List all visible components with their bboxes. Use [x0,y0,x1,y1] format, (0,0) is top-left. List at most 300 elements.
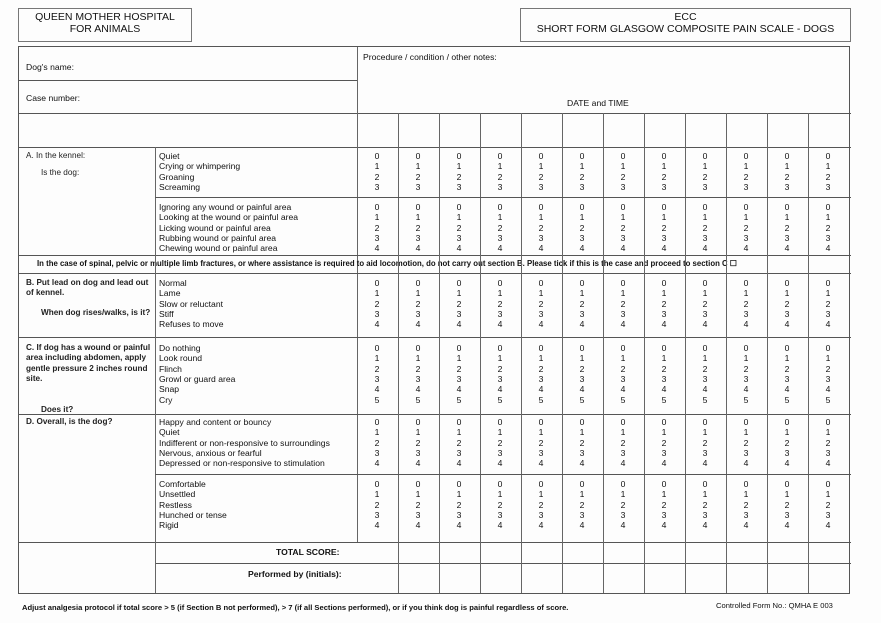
score-value: 5 [743,394,749,405]
score-value: 0 [497,151,503,161]
score-value: 4 [579,243,585,254]
score-value: 5 [538,394,544,405]
score-value: 3 [661,373,667,384]
score-value: 0 [784,479,790,489]
score-value: 4 [456,384,462,395]
score-value: 2 [784,222,790,233]
score-value: 1 [784,427,790,438]
score-option-label: Flinch [159,363,182,374]
score-value: 3 [620,308,626,319]
score-value: 3 [415,509,421,520]
score-value: 4 [784,243,790,254]
score-value: 1 [743,353,749,364]
score-value: 1 [743,288,749,299]
score-value: 5 [661,394,667,405]
hospital-name-line1: QUEEN MOTHER HOSPITAL [35,11,175,23]
score-value: 3 [620,509,626,520]
score-value: 0 [497,278,503,288]
score-value: 2 [825,222,831,233]
score-value: 2 [579,298,585,309]
score-value: 0 [702,151,708,161]
score-value: 5 [497,394,503,405]
score-value: 2 [702,363,708,374]
group-divider [155,197,851,198]
score-option-label: Refuses to move [159,319,224,330]
score-value: 2 [825,363,831,374]
group-divider [155,474,851,475]
score-value: 0 [456,151,462,161]
score-value: 1 [579,212,585,223]
score-option-label: Restless [159,499,192,510]
score-value: 3 [620,373,626,384]
score-value: 2 [497,363,503,374]
score-value: 0 [538,343,544,353]
score-option-label: Rubbing wound or painful area [159,232,277,243]
score-value: 0 [538,278,544,288]
score-value: 2 [784,171,790,182]
score-option-label: Comfortable [159,479,206,489]
score-value: 1 [743,489,749,500]
score-value: 3 [784,447,790,458]
score-value: 5 [374,394,380,405]
score-value: 4 [497,243,503,254]
score-column-divider [726,113,727,593]
scale-title-box [520,8,851,42]
score-value: 2 [825,499,831,510]
score-value: 1 [497,353,503,364]
score-value: 3 [661,232,667,243]
section-a-label: A. In the kennel: [26,151,86,160]
score-value: 0 [538,417,544,427]
score-option-label: Quiet [159,151,180,161]
score-value: 3 [538,232,544,243]
score-value: 1 [497,161,503,172]
score-value: 0 [661,479,667,489]
score-value: 2 [415,298,421,309]
score-value: 3 [825,308,831,319]
score-value: 0 [784,343,790,353]
score-value: 3 [538,447,544,458]
score-value: 1 [743,427,749,438]
score-value: 1 [825,212,831,223]
score-value: 3 [579,232,585,243]
score-value: 4 [538,520,544,531]
score-value: 1 [415,427,421,438]
score-value: 5 [825,394,831,405]
score-option-label: Growl or guard area [159,373,236,384]
score-value: 4 [661,319,667,330]
score-value: 5 [784,394,790,405]
score-value: 0 [661,343,667,353]
score-option-label: Chewing wound or painful area [159,243,278,254]
score-value: 2 [620,437,626,448]
score-option-label: Depressed or non-responsive to stimulation [159,458,325,469]
score-value: 1 [784,353,790,364]
score-value: 0 [456,417,462,427]
score-value: 2 [579,222,585,233]
score-column-divider [398,113,399,593]
section-c-label: C. If dog has a wound or painful area including abdomen, apply gentle pressure 2 inches round site. [26,343,151,383]
score-value: 4 [374,243,380,254]
score-value: 2 [579,499,585,510]
score-value: 0 [538,479,544,489]
score-value: 3 [702,181,708,192]
score-option-label: Crying or whimpering [159,161,241,172]
score-value: 2 [702,499,708,510]
score-value: 3 [661,447,667,458]
score-value: 0 [620,417,626,427]
score-value: 4 [538,319,544,330]
score-value: 2 [661,363,667,374]
score-value: 4 [784,458,790,469]
section-c-sub: Does it? [41,405,74,414]
score-value: 0 [497,417,503,427]
score-value: 0 [784,417,790,427]
score-value: 0 [825,278,831,288]
score-value: 4 [702,458,708,469]
score-value: 1 [702,212,708,223]
descriptor-column-divider [155,147,156,593]
score-value: 0 [620,479,626,489]
score-value: 3 [784,232,790,243]
score-value: 2 [374,222,380,233]
score-value: 4 [579,520,585,531]
score-value: 1 [825,288,831,299]
score-value: 3 [456,308,462,319]
score-value: 0 [702,479,708,489]
score-value: 4 [497,458,503,469]
performed-by-label: Performed by (initials): [248,569,342,579]
score-value: 3 [579,447,585,458]
score-value: 2 [374,437,380,448]
score-value: 3 [415,232,421,243]
score-value: 0 [743,479,749,489]
score-option-label: Indifferent or non-responsive to surroundings [159,437,330,448]
score-value: 3 [538,373,544,384]
score-option-label: Do nothing [159,343,201,353]
score-value: 0 [579,343,585,353]
score-value: 0 [497,343,503,353]
controlled-form-number: Controlled Form No.: QMHA E 003 [716,601,833,610]
score-value: 4 [620,319,626,330]
score-value: 1 [661,212,667,223]
score-value: 3 [497,308,503,319]
score-value: 3 [497,232,503,243]
score-value: 1 [374,427,380,438]
score-value: 4 [825,384,831,395]
score-value: 2 [374,499,380,510]
score-value: 0 [579,202,585,212]
score-value: 2 [620,171,626,182]
score-value: 2 [538,499,544,510]
score-option-label: Happy and content or bouncy [159,417,272,427]
score-value: 0 [538,202,544,212]
score-value: 1 [415,353,421,364]
score-value: 3 [374,509,380,520]
score-value: 4 [374,319,380,330]
scale-title: SHORT FORM GLASGOW COMPOSITE PAIN SCALE - DOGS [536,23,835,35]
score-option-label: Slow or reluctant [159,298,224,309]
score-value: 0 [415,151,421,161]
score-value: 2 [743,298,749,309]
score-value: 5 [702,394,708,405]
score-option-label: Screaming [159,181,201,192]
score-value: 2 [620,298,626,309]
score-value: 1 [456,288,462,299]
score-value: 5 [579,394,585,405]
score-value: 4 [743,520,749,531]
score-value: 2 [620,222,626,233]
score-value: 2 [702,222,708,233]
score-value: 2 [579,171,585,182]
score-value: 1 [497,489,503,500]
score-value: 1 [784,161,790,172]
score-value: 4 [743,243,749,254]
score-value: 3 [702,308,708,319]
score-value: 1 [620,288,626,299]
score-value: 0 [825,343,831,353]
score-value: 4 [702,520,708,531]
score-value: 2 [743,222,749,233]
score-value: 4 [538,458,544,469]
score-value: 2 [374,171,380,182]
score-value: 3 [825,232,831,243]
score-value: 0 [538,151,544,161]
score-value: 2 [538,437,544,448]
score-value: 0 [784,202,790,212]
score-value: 4 [497,319,503,330]
score-value: 0 [374,202,380,212]
score-value: 3 [620,232,626,243]
score-value: 2 [497,222,503,233]
score-value: 2 [415,499,421,510]
score-value: 4 [743,458,749,469]
score-option-label: Groaning [159,171,195,182]
score-value: 4 [374,458,380,469]
score-value: 3 [456,447,462,458]
score-value: 1 [579,353,585,364]
score-option-label: Nervous, anxious or fearful [159,447,262,458]
score-value: 0 [374,343,380,353]
score-value: 2 [579,363,585,374]
score-value: 3 [374,181,380,192]
score-value: 2 [497,437,503,448]
score-value: 3 [743,308,749,319]
score-value: 1 [374,212,380,223]
score-value: 1 [456,353,462,364]
score-value: 4 [456,520,462,531]
score-value: 3 [784,373,790,384]
score-value: 4 [661,520,667,531]
score-value: 2 [825,298,831,309]
score-value: 0 [743,202,749,212]
score-value: 3 [702,232,708,243]
score-value: 3 [784,509,790,520]
score-value: 2 [456,437,462,448]
score-value: 4 [415,243,421,254]
score-value: 3 [497,447,503,458]
score-value: 1 [661,288,667,299]
score-column-divider [480,113,481,593]
score-value: 2 [374,298,380,309]
score-value: 0 [743,343,749,353]
score-value: 0 [415,278,421,288]
score-value: 4 [784,384,790,395]
score-value: 2 [784,499,790,510]
score-value: 1 [538,489,544,500]
score-value: 4 [579,319,585,330]
score-value: 1 [456,489,462,500]
dogs-name-label: Dog's name: [26,62,74,72]
score-value: 1 [661,161,667,172]
score-value: 4 [456,319,462,330]
notes-label: Procedure / condition / other notes: [363,52,497,62]
score-value: 2 [538,222,544,233]
score-value: 3 [825,509,831,520]
score-option-label: Rigid [159,520,179,531]
score-value: 2 [743,437,749,448]
score-value: 1 [374,489,380,500]
score-column-divider [767,113,768,593]
score-value: 3 [579,509,585,520]
score-value: 3 [497,373,503,384]
score-value: 0 [661,151,667,161]
score-value: 0 [415,202,421,212]
score-value: 1 [784,212,790,223]
score-option-label: Quiet [159,427,180,438]
section-b-sub: When dog rises/walks, is it? [41,308,151,317]
hospital-name-line2: FOR ANIMALS [69,23,141,35]
score-value: 0 [702,343,708,353]
score-value: 1 [415,212,421,223]
score-column-divider [521,113,522,593]
score-value: 3 [784,181,790,192]
score-value: 3 [374,308,380,319]
score-value: 4 [415,384,421,395]
score-value: 2 [456,222,462,233]
score-value: 1 [497,427,503,438]
score-value: 2 [743,499,749,510]
section-b-label: B. Put lead on dog and lead out of kennel. [26,278,149,298]
score-value: 1 [661,489,667,500]
score-value: 4 [415,520,421,531]
score-column-divider [685,113,686,593]
score-value: 0 [825,151,831,161]
score-value: 4 [825,243,831,254]
score-value: 1 [497,288,503,299]
score-value: 4 [620,520,626,531]
score-value: 0 [374,278,380,288]
score-value: 5 [620,394,626,405]
score-value: 2 [702,171,708,182]
score-value: 1 [702,161,708,172]
score-value: 2 [456,499,462,510]
hospital-name-box [18,8,192,42]
total-score-label: TOTAL SCORE: [276,547,340,557]
score-value: 0 [456,343,462,353]
score-option-label: Stiff [159,308,174,319]
score-value: 4 [661,458,667,469]
score-value: 2 [661,437,667,448]
score-value: 3 [497,181,503,192]
section-a-sub: Is the dog: [41,168,80,177]
score-value: 3 [825,447,831,458]
score-value: 2 [661,171,667,182]
score-value: 2 [415,171,421,182]
score-value: 2 [415,437,421,448]
score-value: 2 [415,363,421,374]
score-option-label: Normal [159,278,187,288]
score-value: 4 [538,243,544,254]
score-value: 0 [661,278,667,288]
score-value: 3 [374,232,380,243]
score-value: 2 [784,363,790,374]
score-value: 0 [620,343,626,353]
score-value: 4 [620,458,626,469]
score-option-label: Hunched or tense [159,509,227,520]
score-value: 1 [620,489,626,500]
score-value: 1 [579,288,585,299]
score-value: 4 [702,384,708,395]
score-value: 3 [661,181,667,192]
score-value: 3 [620,181,626,192]
score-value: 1 [620,353,626,364]
score-value: 3 [702,509,708,520]
score-value: 3 [456,232,462,243]
score-value: 3 [661,308,667,319]
score-value: 3 [497,509,503,520]
score-value: 1 [784,489,790,500]
score-value: 1 [702,353,708,364]
score-value: 3 [456,373,462,384]
score-value: 4 [784,319,790,330]
score-option-label: Lame [159,288,181,299]
score-value: 1 [497,212,503,223]
score-value: 2 [374,363,380,374]
score-value: 1 [538,288,544,299]
score-value: 3 [415,373,421,384]
score-value: 0 [825,417,831,427]
score-value: 2 [784,437,790,448]
score-value: 1 [825,489,831,500]
score-value: 0 [620,151,626,161]
score-value: 0 [415,417,421,427]
score-value: 1 [620,212,626,223]
score-value: 0 [456,479,462,489]
score-value: 4 [743,384,749,395]
score-value: 0 [374,479,380,489]
score-option-label: Look round [159,353,203,364]
score-value: 5 [456,394,462,405]
score-value: 1 [825,353,831,364]
score-value: 3 [579,181,585,192]
score-value: 1 [825,427,831,438]
score-value: 3 [456,181,462,192]
score-value: 1 [538,161,544,172]
score-value: 3 [702,373,708,384]
section-b-notice: In the case of spinal, pelvic or multiple limb fractures, or where assistance is required to aid locomotion, do not carry out section B. Please tick if this is the case and proceed to section C ☐ [37,259,737,268]
score-value: 0 [620,202,626,212]
score-value: 3 [456,509,462,520]
score-column-divider [439,113,440,593]
score-value: 1 [538,427,544,438]
unit-label: ECC [674,11,697,23]
score-value: 3 [374,373,380,384]
score-value: 0 [497,479,503,489]
score-value: 0 [825,202,831,212]
score-value: 0 [579,151,585,161]
score-value: 3 [743,181,749,192]
